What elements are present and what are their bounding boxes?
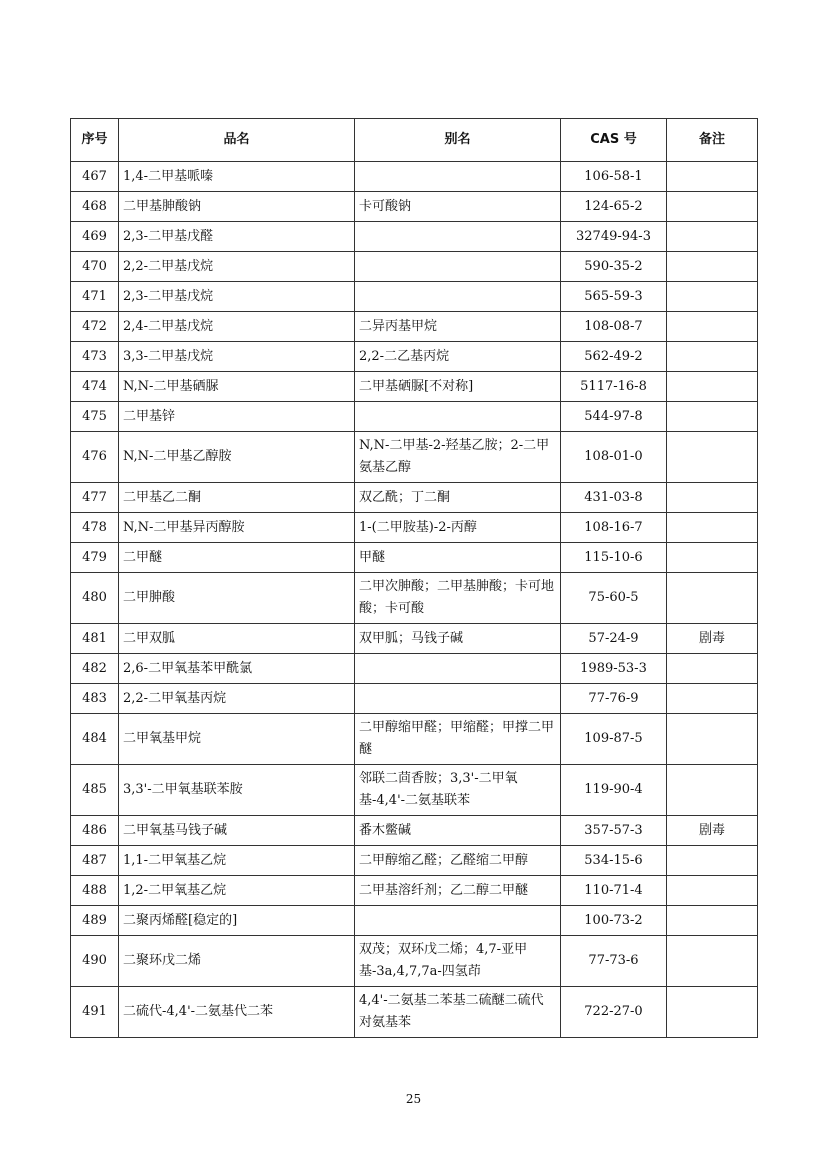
table-row — [71, 162, 758, 192]
cell-cas: 534-15-6 — [561, 846, 667, 876]
cell-cas: 77-76-9 — [561, 684, 667, 714]
cell-cas: 562-49-2 — [561, 342, 667, 372]
cell-name: N,N-二甲基乙醇胺 — [119, 432, 355, 483]
cell-name: 二甲双胍 — [119, 624, 355, 654]
table-row — [71, 282, 758, 312]
cell-no: 488 — [71, 876, 119, 906]
table-row — [71, 654, 758, 684]
cell-name: 二甲醚 — [119, 543, 355, 573]
cell-alias: 双茂；双环戊二烯；4,7-亚甲基-3a,4,7,7a-四氢茚 — [355, 936, 561, 987]
cell-note — [667, 654, 758, 684]
cell-alias: 双乙酰；丁二酮 — [355, 483, 561, 513]
header-cas: CAS 号 — [561, 119, 667, 162]
cell-alias: 甲醚 — [355, 543, 561, 573]
cell-cas: 109-87-5 — [561, 714, 667, 765]
table-row — [71, 402, 758, 432]
cell-cas: 57-24-9 — [561, 624, 667, 654]
cell-alias: 邻联二茴香胺；3,3'-二甲氧基-4,4'-二氨基联苯 — [355, 765, 561, 816]
header-note: 备注 — [667, 119, 758, 162]
cell-alias — [355, 654, 561, 684]
cell-note — [667, 312, 758, 342]
cell-cas: 119-90-4 — [561, 765, 667, 816]
table-row — [71, 573, 758, 624]
cell-note: 剧毒 — [667, 816, 758, 846]
cell-alias — [355, 252, 561, 282]
cell-name: N,N-二甲基异丙醇胺 — [119, 513, 355, 543]
page-number: 25 — [405, 1092, 422, 1106]
cell-note — [667, 936, 758, 987]
cell-note — [667, 573, 758, 624]
cell-cas: 77-73-6 — [561, 936, 667, 987]
cell-note — [667, 543, 758, 573]
table-row — [71, 543, 758, 573]
cell-no: 471 — [71, 282, 119, 312]
cell-cas: 100-73-2 — [561, 906, 667, 936]
table-row — [71, 765, 758, 816]
cell-cas: 544-97-8 — [561, 402, 667, 432]
cell-cas: 75-60-5 — [561, 573, 667, 624]
cell-alias: 双甲胍；马钱子碱 — [355, 624, 561, 654]
cell-note — [667, 513, 758, 543]
cell-cas: 108-16-7 — [561, 513, 667, 543]
cell-alias — [355, 684, 561, 714]
table-row — [71, 906, 758, 936]
cell-alias: 卡可酸钠 — [355, 192, 561, 222]
table-row — [71, 936, 758, 987]
cell-alias — [355, 222, 561, 252]
cell-no: 480 — [71, 573, 119, 624]
cell-cas: 115-10-6 — [561, 543, 667, 573]
cell-no: 491 — [71, 987, 119, 1038]
cell-cas: 106-58-1 — [561, 162, 667, 192]
cell-no: 475 — [71, 402, 119, 432]
cell-name: 2,6-二甲氧基苯甲酰氯 — [119, 654, 355, 684]
cell-note — [667, 714, 758, 765]
table-row — [71, 483, 758, 513]
cell-note — [667, 684, 758, 714]
table-row — [71, 432, 758, 483]
cell-no: 469 — [71, 222, 119, 252]
cell-note — [667, 876, 758, 906]
cell-note — [667, 222, 758, 252]
cell-note — [667, 432, 758, 483]
cell-note — [667, 162, 758, 192]
header-no: 序号 — [71, 119, 119, 162]
cell-no: 470 — [71, 252, 119, 282]
cell-name: 2,3-二甲基戊烷 — [119, 282, 355, 312]
cell-cas: 590-35-2 — [561, 252, 667, 282]
cell-alias — [355, 282, 561, 312]
cell-no: 490 — [71, 936, 119, 987]
cell-note: 剧毒 — [667, 624, 758, 654]
cell-alias: 二异丙基甲烷 — [355, 312, 561, 342]
cell-no: 468 — [71, 192, 119, 222]
cell-name: 1,4-二甲基哌嗪 — [119, 162, 355, 192]
cell-note — [667, 342, 758, 372]
cell-no: 486 — [71, 816, 119, 846]
cell-name: 二甲基锌 — [119, 402, 355, 432]
cell-no: 473 — [71, 342, 119, 372]
cell-name: 3,3'-二甲氧基联苯胺 — [119, 765, 355, 816]
cell-note — [667, 252, 758, 282]
cell-name: 1,2-二甲氧基乙烷 — [119, 876, 355, 906]
cell-note — [667, 846, 758, 876]
cell-alias: 2,2-二乙基丙烷 — [355, 342, 561, 372]
cell-name: 2,2-二甲基戊烷 — [119, 252, 355, 282]
cell-cas: 357-57-3 — [561, 816, 667, 846]
cell-cas: 431-03-8 — [561, 483, 667, 513]
cell-alias: 番木鳖碱 — [355, 816, 561, 846]
table-row — [71, 876, 758, 906]
cell-note — [667, 402, 758, 432]
cell-name: 2,4-二甲基戊烷 — [119, 312, 355, 342]
cell-name: 二甲基胂酸钠 — [119, 192, 355, 222]
cell-cas: 1989-53-3 — [561, 654, 667, 684]
cell-note — [667, 906, 758, 936]
cell-alias: 二甲次胂酸；二甲基胂酸；卡可地酸；卡可酸 — [355, 573, 561, 624]
table-row — [71, 222, 758, 252]
cell-name: 二聚丙烯醛[稳定的] — [119, 906, 355, 936]
cell-name: 二聚环戊二烯 — [119, 936, 355, 987]
table-row — [71, 846, 758, 876]
cell-no: 479 — [71, 543, 119, 573]
cell-note — [667, 192, 758, 222]
cell-cas: 124-65-2 — [561, 192, 667, 222]
cell-cas: 32749-94-3 — [561, 222, 667, 252]
cell-cas: 565-59-3 — [561, 282, 667, 312]
cell-alias — [355, 906, 561, 936]
cell-alias: 4,4'-二氨基二苯基二硫醚二硫代对氨基苯 — [355, 987, 561, 1038]
cell-no: 481 — [71, 624, 119, 654]
cell-no: 472 — [71, 312, 119, 342]
cell-note — [667, 372, 758, 402]
table-row — [71, 342, 758, 372]
cell-no: 467 — [71, 162, 119, 192]
cell-alias — [355, 402, 561, 432]
cell-name: 二甲基乙二酮 — [119, 483, 355, 513]
cell-cas: 108-01-0 — [561, 432, 667, 483]
cell-no: 478 — [71, 513, 119, 543]
cell-cas: 722-27-0 — [561, 987, 667, 1038]
cell-no: 484 — [71, 714, 119, 765]
cell-name: 2,3-二甲基戊醛 — [119, 222, 355, 252]
cell-name: 二甲胂酸 — [119, 573, 355, 624]
cell-alias: 二甲基硒脲[不对称] — [355, 372, 561, 402]
cell-name: 2,2-二甲氧基丙烷 — [119, 684, 355, 714]
table-row — [71, 714, 758, 765]
table-row — [71, 987, 758, 1038]
cell-no: 489 — [71, 906, 119, 936]
table-row — [71, 513, 758, 543]
cell-alias: 二甲醇缩甲醛；甲缩醛；甲撑二甲醚 — [355, 714, 561, 765]
table-row — [71, 192, 758, 222]
cell-name: 1,1-二甲氧基乙烷 — [119, 846, 355, 876]
cell-no: 483 — [71, 684, 119, 714]
table-row — [71, 252, 758, 282]
cell-name: 二甲氧基甲烷 — [119, 714, 355, 765]
cell-name: 二甲氧基马钱子碱 — [119, 816, 355, 846]
cell-cas: 108-08-7 — [561, 312, 667, 342]
table-row — [71, 372, 758, 402]
cell-note — [667, 987, 758, 1038]
cell-no: 482 — [71, 654, 119, 684]
cell-note — [667, 282, 758, 312]
table-header-row — [71, 119, 758, 162]
cell-name: 3,3-二甲基戊烷 — [119, 342, 355, 372]
cell-alias: 二甲醇缩乙醛；乙醛缩二甲醇 — [355, 846, 561, 876]
cell-alias: 二甲基溶纤剂；乙二醇二甲醚 — [355, 876, 561, 906]
cell-cas: 110-71-4 — [561, 876, 667, 906]
cell-no: 487 — [71, 846, 119, 876]
cell-no: 476 — [71, 432, 119, 483]
table-row — [71, 312, 758, 342]
cell-cas: 5117-16-8 — [561, 372, 667, 402]
header-name: 品名 — [119, 119, 355, 162]
cell-name: 二硫代-4,4'-二氨基代二苯 — [119, 987, 355, 1038]
cell-alias: N,N-二甲基-2-羟基乙胺；2-二甲氨基乙醇 — [355, 432, 561, 483]
cell-no: 477 — [71, 483, 119, 513]
chemical-table — [70, 118, 758, 1038]
cell-no: 485 — [71, 765, 119, 816]
cell-alias: 1-(二甲胺基)-2-丙醇 — [355, 513, 561, 543]
cell-note — [667, 765, 758, 816]
cell-no: 474 — [71, 372, 119, 402]
table-row — [71, 816, 758, 846]
cell-name: N,N-二甲基硒脲 — [119, 372, 355, 402]
table-row — [71, 684, 758, 714]
cell-note — [667, 483, 758, 513]
cell-alias — [355, 162, 561, 192]
header-alias: 别名 — [355, 119, 561, 162]
table-row — [71, 624, 758, 654]
